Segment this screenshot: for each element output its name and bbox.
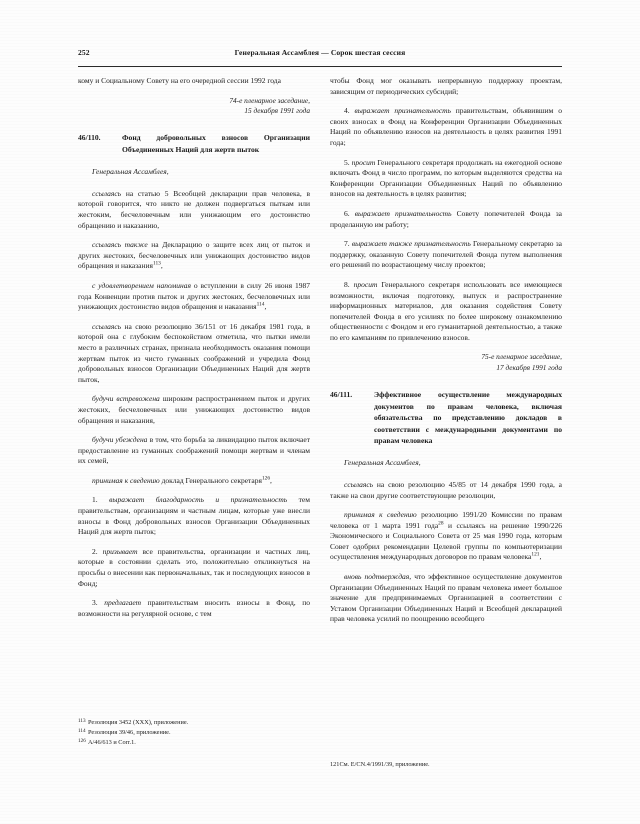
- footnote-block-left: [78, 718, 310, 748]
- continuation-paragraph: чтобы Фонд мог оказывать непрерывную поддержку проектам, зависящим от периодических субсидий;: [330, 76, 562, 96]
- footnote-text: Резолюция 39/46, приложение.: [88, 729, 171, 736]
- preamble-lead-in: ссылаясь: [92, 188, 122, 198]
- preamble-text-continued: и ссылаясь на решение 1990/226 Экономического и Социального Совета от 25 мая 1990 года, которым Совет одобрил рекомендации Целевой группы по компьютеризации осуществления международных договоров по правам человека: [330, 520, 562, 562]
- footnote-item: [330, 760, 562, 769]
- operative-text: тем правительствам, организациям и частным лицам, которые уже внесли взносы в Фонд добровольных взносов Организации Объединенных Наций для жертв пыток;: [78, 495, 311, 537]
- preamble-text: на свою резолюцию 45/85 от 14 декабря 1990 года, а также на свои другие соответствующие резолюции,: [330, 479, 562, 500]
- preamble-text: на Декларацию о защите всех лиц от пыток и других жестоких, бесчеловечных или унижающих достоинство видов обращения и наказания: [78, 240, 310, 271]
- footnote-reference[interactable]: 28: [438, 520, 444, 527]
- meeting-date: 15 декабря 1991 года: [244, 106, 310, 115]
- footnote-text: См. E/CN.4/1991/39, приложение.: [339, 761, 430, 768]
- operative-lead-in: просит: [353, 279, 378, 289]
- right-column: [330, 76, 562, 634]
- preamble-text: о вступлении в силу 26 июня 1987 года Конвенции против пыток и других жестоких, бесчеловечных или унижающих достоинство видов обращения и наказания: [78, 280, 310, 312]
- footnote-marker: 121: [330, 761, 340, 768]
- operative-paragraph: [330, 106, 562, 148]
- operative-text: Совету попечителей Фонда за проделанную им работу;: [330, 208, 562, 229]
- operative-lead-in: выражает благодарность и признательность: [109, 495, 288, 505]
- operative-paragraph: [330, 239, 562, 271]
- footnote-marker: 114: [78, 728, 86, 734]
- left-column: [78, 76, 310, 628]
- meeting-number: 74-е пленарное заседание,: [229, 95, 310, 105]
- footnote-reference[interactable]: 113: [152, 260, 161, 267]
- operative-lead-in: выражает признательность: [354, 208, 452, 218]
- operative-text: все правительства, организации и частных лиц, которые в состоянии сделать это, положительно откликнуться на просьбы о внесении как первоначальных, так и последующих взносов в Фонд;: [78, 546, 310, 588]
- footnote-text: A/46/613 и Corr.1.: [88, 739, 136, 746]
- operative-lead-in: выражает также признательность: [351, 239, 471, 249]
- resolution-title: Фонд добровольных взносов Организации Объединенных Наций для жертв пыток: [122, 133, 310, 154]
- preamble-lead-in: принимая к сведению: [344, 510, 417, 520]
- operative-number: 1.: [92, 495, 98, 505]
- footnote-item: [78, 718, 310, 727]
- meeting-number: 75-е пленарное заседание,: [481, 352, 562, 362]
- preamble-text: резолюцию 1991/20 Комиссии по правам человека от 1 марта 1991 года: [330, 510, 563, 530]
- preamble-paragraph: [78, 394, 310, 426]
- operative-number: 5.: [344, 157, 350, 167]
- operative-number: 6.: [344, 208, 350, 218]
- preamble-text: на статью 5 Всеобщей декларации прав человека, в которой говорится, что никто не должен подвергаться пыткам или жестоким, бесчеловечным или унижающим его достоинство обращению и наказанию,: [78, 188, 310, 230]
- continuation-paragraph: кому и Социальному Совету на его очередной сессии 1992 года: [78, 76, 281, 85]
- meeting-date: 17 декабря 1991 года: [496, 362, 562, 372]
- preamble-lead-in: ссылаясь также: [92, 240, 148, 250]
- footnote-block-right: [330, 760, 562, 769]
- operative-number: 4.: [344, 106, 350, 116]
- operative-lead-in: просит: [351, 157, 376, 167]
- operative-paragraph: [330, 209, 562, 230]
- operative-number: 7.: [344, 239, 350, 249]
- meeting-attribution: [78, 96, 310, 117]
- operative-lead-in: призывает: [102, 546, 138, 556]
- organ-name: Генеральная Ассамблея,: [92, 167, 169, 177]
- operative-text: Генерального секретаря использовать все имеющиеся возможности, включая подготовку, выпуск и распространение информационных материалов, для оказания содействия Совету попечителей Фонда в его усилиях по более широкому ознакомлению общественности с Фондом и его гуманитарной деятельностью, а также по его кампаниям по привлечению взносов.: [330, 279, 563, 342]
- preamble-paragraph: принимая к сведению доклад Генерального секретаря$^{126}$,: [92, 475, 272, 485]
- operative-text: Генеральному секретарю за поддержку, оказанную Совету попечителей Фонда путем выполнения его решений по возрастающему числу проектов;: [330, 239, 562, 270]
- footnote-reference[interactable]: 121: [531, 551, 540, 558]
- footnote-text: Резолюция 3452 (XXX), приложение.: [88, 719, 189, 726]
- footnote-reference[interactable]: 126: [261, 475, 271, 482]
- preamble-lead-in: принимая к сведению: [92, 475, 160, 485]
- preamble-text: , что эффективное осуществление документов Организации Объединенных Наций по правам человека имеет большое значение для предпринимаемых Организацией в соответствии с Уставом Организации Объединенных Наций и Всеобщей декларацией прав человека усилий по поощрению всеобщего: [330, 572, 562, 624]
- preamble-lead-in: ссылаясь: [344, 479, 374, 489]
- footnote-item: [78, 738, 310, 747]
- preamble-paragraph: [78, 435, 310, 467]
- resolution-heading-46-110: [78, 132, 310, 155]
- preamble-text: широким распространением пыток и других жестоких, бесчеловечных или унижающих достоинство видов обращения и наказания,: [78, 394, 310, 425]
- preamble-lead-in: вновь подтверждая: [344, 572, 410, 582]
- preamble-paragraph: [78, 322, 310, 386]
- operative-paragraph: [78, 598, 310, 619]
- footnote-reference[interactable]: 114: [256, 301, 265, 308]
- preamble-paragraph: [330, 480, 562, 501]
- operative-text: Генерального секретаря продолжать на ежегодной основе включать Фонд в число программ, по которым выделяются средства на Конференции Организации Объединенных Наций по объявлению взносов на деятельность в целях развития;: [330, 157, 563, 199]
- operative-paragraph: [78, 495, 310, 537]
- operative-paragraph: [330, 158, 562, 200]
- operative-text: правительствам вносить взносы в Фонд, по возможности на регулярной основе, с тем: [78, 598, 310, 618]
- footnote-marker: 126: [78, 738, 86, 744]
- running-head: [78, 48, 562, 62]
- operative-lead-in: предлагает: [104, 598, 142, 608]
- operative-text: правительствам, объявившим о своих взносах в Фонд на Конференции Организации Объединенных Наций по объявлению взносов на деятельность в целях развития 1991 года;: [330, 106, 562, 147]
- operative-number: 8.: [344, 279, 350, 289]
- preamble-text: на свою резолюцию 36/151 от 16 декабря 1981 года, в которой она с глубоким беспокойством отметила, что пытки имели место в различных странах, признала необходимость оказания помощи жертвам пыток из чисто гуманных соображений и учредила Фонд добровольных взносов Организации Объединенных Наций для жертв пыток,: [78, 321, 310, 384]
- preamble-lead-in: будучи встревожена: [92, 394, 160, 404]
- resolution-number: 46/110.: [78, 133, 101, 143]
- operative-paragraph: [330, 280, 562, 344]
- operative-number: 3.: [92, 598, 98, 608]
- preamble-paragraph: [78, 189, 310, 231]
- header-rule: [78, 66, 562, 67]
- preamble-paragraph: [330, 572, 562, 625]
- operative-paragraph: [78, 547, 310, 589]
- running-head-title: Генеральная Ассамблея — Сорок шестая сессия: [234, 48, 406, 57]
- meeting-attribution: [330, 352, 562, 373]
- resolution-title: Эффективное осуществление международных документов по правам человека, включая обязательства по представлению докладов в соответствии с международными документами по правам человека: [374, 390, 562, 445]
- preamble-text: доклад Генерального секретаря: [159, 475, 262, 485]
- preamble-paragraph: принимая к сведению резолюцию 1991/20 Комиссии по правам человека от 1 марта 1991 года$^{28}$ и ссылаясь на решение 1990/226 Экономического и Социального Совета от 25 мая 1990 года, которым Совет одобрил рекомендации Целевой группы по компьютеризации осуществления международных договоров по правам человека$^{121}$,: [330, 510, 563, 562]
- resolution-heading-46-111: [330, 389, 562, 446]
- preamble-paragraph: с удовлетворением напоминая о вступлении в силу 26 июня 1987 года Конвенции против пыток и других жестоких, бесчеловечных или унижающих достоинство видов обращения и наказания$^{114}$,: [78, 280, 310, 312]
- preamble-text: в том, что борьба за ликвидацию пыток включает предоставление из гуманных соображений помощи жертвам и членам их семей,: [78, 435, 310, 466]
- page-folio: 252: [78, 48, 90, 57]
- preamble-lead-in: будучи убеждена: [92, 435, 148, 445]
- resolution-number: 46/111.: [330, 390, 353, 400]
- organ-name: Генеральная Ассамблея,: [344, 458, 421, 468]
- footnote-marker: 113: [78, 718, 86, 724]
- operative-number: 2.: [92, 546, 98, 556]
- footnote-item: [78, 728, 310, 737]
- preamble-lead-in: с удовлетворением напоминая: [92, 280, 191, 290]
- operative-lead-in: выражает признательность: [354, 106, 451, 116]
- preamble-paragraph: ссылаясь также на Декларацию о защите всех лиц от пыток и других жестоких, бесчеловечных или унижающих достоинство видов обращения и наказания$^{113}$,: [78, 240, 310, 271]
- preamble-lead-in: ссылаясь: [92, 321, 122, 331]
